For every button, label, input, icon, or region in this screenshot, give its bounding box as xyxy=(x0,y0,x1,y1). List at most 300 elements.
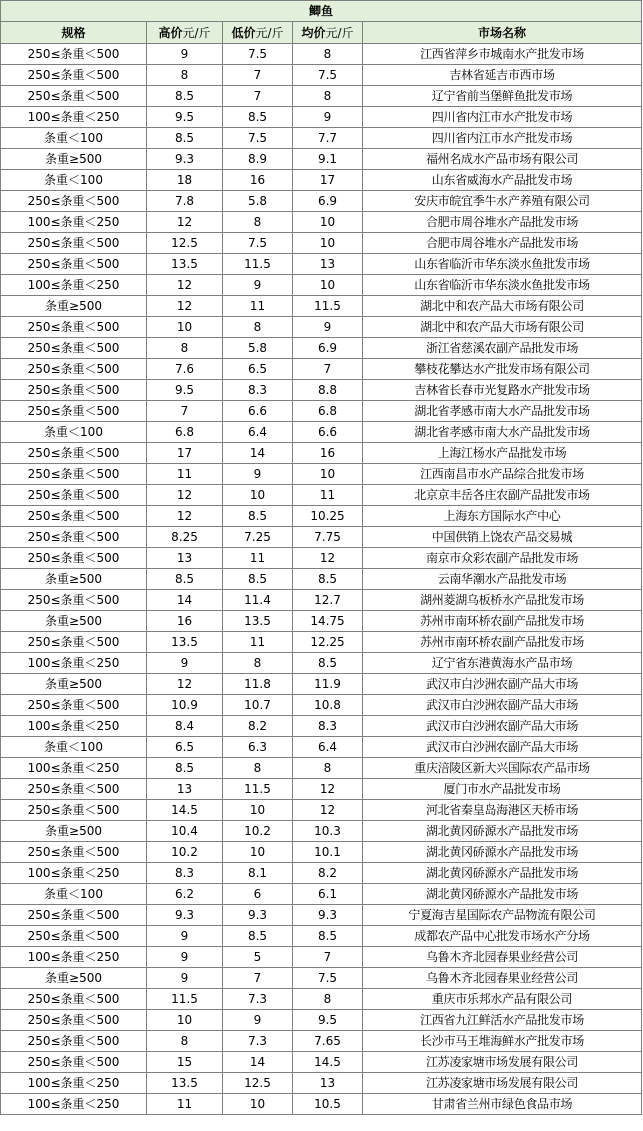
table-row xyxy=(1,905,642,926)
header-low-unit: 元/斤 xyxy=(255,25,284,40)
low-price-cell: 7.5 xyxy=(223,233,293,254)
market-cell: 吉林省长春市光复路水产批发市场 xyxy=(363,380,642,401)
spec-cell: 100≤条重＜250 xyxy=(1,716,147,737)
header-low-label: 低价 xyxy=(231,25,256,40)
table-row xyxy=(1,1052,642,1073)
header-high xyxy=(147,22,223,44)
spec-cell: 250≤条重＜500 xyxy=(1,527,147,548)
low-price-cell: 11.5 xyxy=(223,254,293,275)
spec-cell: 250≤条重＜500 xyxy=(1,359,147,380)
high-price-cell: 9.5 xyxy=(147,380,223,401)
market-cell: 中国供销上饶农产品交易城 xyxy=(363,527,642,548)
low-price-cell: 11 xyxy=(223,548,293,569)
spec-cell: 250≤条重＜500 xyxy=(1,338,147,359)
market-cell: 武汉市白沙洲农副产品大市场 xyxy=(363,716,642,737)
low-price-cell: 10 xyxy=(223,842,293,863)
spec-cell: 条重≥500 xyxy=(1,674,147,695)
spec-cell: 条重≥500 xyxy=(1,569,147,590)
avg-price-cell: 11.5 xyxy=(293,296,363,317)
avg-price-cell: 10 xyxy=(293,233,363,254)
avg-price-cell: 10 xyxy=(293,464,363,485)
market-cell: 重庆市乐邦水产品有限公司 xyxy=(363,989,642,1010)
market-cell: 江苏凌家塘市场发展有限公司 xyxy=(363,1073,642,1094)
high-price-cell: 13.5 xyxy=(147,632,223,653)
avg-price-cell: 8.5 xyxy=(293,926,363,947)
avg-price-cell: 8.5 xyxy=(293,653,363,674)
spec-cell: 条重≥500 xyxy=(1,611,147,632)
low-price-cell: 5.8 xyxy=(223,338,293,359)
high-price-cell: 12 xyxy=(147,212,223,233)
header-spec: 规格 xyxy=(1,22,147,44)
market-cell: 合肥市周谷堆水产品批发市场 xyxy=(363,212,642,233)
table-row xyxy=(1,233,642,254)
low-price-cell: 11.4 xyxy=(223,590,293,611)
high-price-cell: 11.5 xyxy=(147,989,223,1010)
table-row xyxy=(1,527,642,548)
market-cell: 江西南昌市水产品综合批发市场 xyxy=(363,464,642,485)
market-cell: 成都农产品中心批发市场水产分场 xyxy=(363,926,642,947)
spec-cell: 条重≥500 xyxy=(1,821,147,842)
high-price-cell: 13.5 xyxy=(147,1073,223,1094)
high-price-cell: 12 xyxy=(147,296,223,317)
spec-cell: 100≤条重＜250 xyxy=(1,863,147,884)
spec-cell: 250≤条重＜500 xyxy=(1,926,147,947)
spec-cell: 100≤条重＜250 xyxy=(1,947,147,968)
market-cell: 山东省临沂市华东淡水鱼批发市场 xyxy=(363,254,642,275)
spec-cell: 250≤条重＜500 xyxy=(1,44,147,65)
high-price-cell: 10 xyxy=(147,317,223,338)
table-row xyxy=(1,758,642,779)
avg-price-cell: 14.5 xyxy=(293,1052,363,1073)
avg-price-cell: 12 xyxy=(293,800,363,821)
low-price-cell: 12.5 xyxy=(223,1073,293,1094)
market-cell: 吉林省延吉市西市场 xyxy=(363,65,642,86)
table-row xyxy=(1,674,642,695)
low-price-cell: 10.2 xyxy=(223,821,293,842)
avg-price-cell: 8.8 xyxy=(293,380,363,401)
high-price-cell: 13 xyxy=(147,548,223,569)
low-price-cell: 9 xyxy=(223,275,293,296)
table-row xyxy=(1,317,642,338)
table-row xyxy=(1,170,642,191)
spec-cell: 250≤条重＜500 xyxy=(1,905,147,926)
high-price-cell: 7.8 xyxy=(147,191,223,212)
high-price-cell: 12 xyxy=(147,275,223,296)
spec-cell: 250≤条重＜500 xyxy=(1,443,147,464)
avg-price-cell: 6.6 xyxy=(293,422,363,443)
market-cell: 浙江省慈溪农副产品批发市场 xyxy=(363,338,642,359)
low-price-cell: 6 xyxy=(223,884,293,905)
market-cell: 湖北中和农产品大市场有限公司 xyxy=(363,317,642,338)
table-row xyxy=(1,485,642,506)
market-cell: 四川省内江市水产批发市场 xyxy=(363,128,642,149)
high-price-cell: 9 xyxy=(147,44,223,65)
market-cell: 安庆市皖宜季牛水产养殖有限公司 xyxy=(363,191,642,212)
spec-cell: 250≤条重＜500 xyxy=(1,1010,147,1031)
table-row xyxy=(1,191,642,212)
spec-cell: 100≤条重＜250 xyxy=(1,212,147,233)
spec-cell: 250≤条重＜500 xyxy=(1,506,147,527)
market-cell: 宁夏海吉星国际农产品物流有限公司 xyxy=(363,905,642,926)
market-cell: 南京市众彩农副产品批发市场 xyxy=(363,548,642,569)
low-price-cell: 14 xyxy=(223,443,293,464)
avg-price-cell: 8 xyxy=(293,758,363,779)
table-row xyxy=(1,422,642,443)
market-cell: 湖北黄冈硚源水产品批发市场 xyxy=(363,884,642,905)
table-row xyxy=(1,611,642,632)
low-price-cell: 11.8 xyxy=(223,674,293,695)
low-price-cell: 14 xyxy=(223,1052,293,1073)
high-price-cell: 10.2 xyxy=(147,842,223,863)
avg-price-cell: 10.1 xyxy=(293,842,363,863)
low-price-cell: 7.5 xyxy=(223,128,293,149)
high-price-cell: 7.6 xyxy=(147,359,223,380)
avg-price-cell: 8 xyxy=(293,989,363,1010)
high-price-cell: 10.4 xyxy=(147,821,223,842)
market-cell: 四川省内江市水产批发市场 xyxy=(363,107,642,128)
spec-cell: 250≤条重＜500 xyxy=(1,695,147,716)
market-cell: 湖州菱湖乌板桥水产品批发市场 xyxy=(363,590,642,611)
spec-cell: 250≤条重＜500 xyxy=(1,1052,147,1073)
table-row xyxy=(1,590,642,611)
high-price-cell: 9.3 xyxy=(147,149,223,170)
market-cell: 山东省临沂市华东淡水鱼批发市场 xyxy=(363,275,642,296)
high-price-cell: 14 xyxy=(147,590,223,611)
market-cell: 苏州市南环桥农副产品批发市场 xyxy=(363,632,642,653)
market-cell: 湖北黄冈硚源水产品批发市场 xyxy=(363,821,642,842)
table-row xyxy=(1,1073,642,1094)
table-row xyxy=(1,821,642,842)
spec-cell: 250≤条重＜500 xyxy=(1,800,147,821)
table-row xyxy=(1,989,642,1010)
table-body xyxy=(1,44,642,1115)
spec-cell: 250≤条重＜500 xyxy=(1,254,147,275)
table-row xyxy=(1,149,642,170)
avg-price-cell: 11.9 xyxy=(293,674,363,695)
low-price-cell: 8.5 xyxy=(223,926,293,947)
market-cell: 山东省威海水产品批发市场 xyxy=(363,170,642,191)
low-price-cell: 7.5 xyxy=(223,44,293,65)
low-price-cell: 10.7 xyxy=(223,695,293,716)
avg-price-cell: 12.7 xyxy=(293,590,363,611)
header-row xyxy=(1,22,642,44)
avg-price-cell: 7.7 xyxy=(293,128,363,149)
spec-cell: 条重≥500 xyxy=(1,149,147,170)
table-row xyxy=(1,884,642,905)
avg-price-cell: 11 xyxy=(293,485,363,506)
avg-price-cell: 8.5 xyxy=(293,569,363,590)
high-price-cell: 8.5 xyxy=(147,758,223,779)
low-price-cell: 11 xyxy=(223,632,293,653)
low-price-cell: 8 xyxy=(223,212,293,233)
header-high-unit: 元/斤 xyxy=(182,25,211,40)
table-row xyxy=(1,401,642,422)
high-price-cell: 16 xyxy=(147,611,223,632)
spec-cell: 100≤条重＜250 xyxy=(1,275,147,296)
market-cell: 湖北省孝感市南大水产品批发市场 xyxy=(363,401,642,422)
table-row xyxy=(1,212,642,233)
market-cell: 湖北中和农产品大市场有限公司 xyxy=(363,296,642,317)
low-price-cell: 13.5 xyxy=(223,611,293,632)
header-low xyxy=(223,22,293,44)
table-row xyxy=(1,44,642,65)
high-price-cell: 9 xyxy=(147,968,223,989)
avg-price-cell: 8 xyxy=(293,44,363,65)
market-cell: 辽宁省东港黄海水产品市场 xyxy=(363,653,642,674)
low-price-cell: 5.8 xyxy=(223,191,293,212)
high-price-cell: 11 xyxy=(147,464,223,485)
table-row xyxy=(1,275,642,296)
avg-price-cell: 17 xyxy=(293,170,363,191)
low-price-cell: 11 xyxy=(223,296,293,317)
avg-price-cell: 12 xyxy=(293,779,363,800)
avg-price-cell: 9.3 xyxy=(293,905,363,926)
avg-price-cell: 9 xyxy=(293,107,363,128)
market-cell: 甘肃省兰州市绿色食品市场 xyxy=(363,1094,642,1115)
low-price-cell: 9 xyxy=(223,464,293,485)
low-price-cell: 7 xyxy=(223,86,293,107)
low-price-cell: 10 xyxy=(223,1094,293,1115)
high-price-cell: 10 xyxy=(147,1010,223,1031)
spec-cell: 250≤条重＜500 xyxy=(1,632,147,653)
high-price-cell: 8.5 xyxy=(147,128,223,149)
spec-cell: 250≤条重＜500 xyxy=(1,485,147,506)
spec-cell: 100≤条重＜250 xyxy=(1,107,147,128)
low-price-cell: 6.4 xyxy=(223,422,293,443)
avg-price-cell: 7 xyxy=(293,947,363,968)
low-price-cell: 5 xyxy=(223,947,293,968)
low-price-cell: 16 xyxy=(223,170,293,191)
high-price-cell: 12 xyxy=(147,674,223,695)
low-price-cell: 7 xyxy=(223,968,293,989)
low-price-cell: 8.5 xyxy=(223,506,293,527)
header-avg-label: 均价 xyxy=(301,25,326,40)
market-cell: 上海江杨水产品批发市场 xyxy=(363,443,642,464)
high-price-cell: 9 xyxy=(147,926,223,947)
low-price-cell: 8.1 xyxy=(223,863,293,884)
market-cell: 乌鲁木齐北园春果业经营公司 xyxy=(363,968,642,989)
spec-cell: 250≤条重＜500 xyxy=(1,590,147,611)
spec-cell: 250≤条重＜500 xyxy=(1,86,147,107)
table-row xyxy=(1,842,642,863)
table-row xyxy=(1,1010,642,1031)
table-row xyxy=(1,716,642,737)
high-price-cell: 13 xyxy=(147,779,223,800)
high-price-cell: 9 xyxy=(147,947,223,968)
avg-price-cell: 7.5 xyxy=(293,968,363,989)
market-cell: 江西省萍乡市城南水产批发市场 xyxy=(363,44,642,65)
market-cell: 合肥市周谷堆水产品批发市场 xyxy=(363,233,642,254)
avg-price-cell: 6.8 xyxy=(293,401,363,422)
table-row xyxy=(1,569,642,590)
high-price-cell: 13.5 xyxy=(147,254,223,275)
avg-price-cell: 12.25 xyxy=(293,632,363,653)
header-avg xyxy=(293,22,363,44)
low-price-cell: 8 xyxy=(223,758,293,779)
avg-price-cell: 9.1 xyxy=(293,149,363,170)
high-price-cell: 12.5 xyxy=(147,233,223,254)
spec-cell: 250≤条重＜500 xyxy=(1,989,147,1010)
low-price-cell: 7 xyxy=(223,65,293,86)
high-price-cell: 9.5 xyxy=(147,107,223,128)
header-market: 市场名称 xyxy=(363,22,642,44)
spec-cell: 250≤条重＜500 xyxy=(1,401,147,422)
low-price-cell: 10 xyxy=(223,800,293,821)
spec-cell: 条重≥500 xyxy=(1,968,147,989)
market-cell: 武汉市白沙洲农副产品大市场 xyxy=(363,737,642,758)
high-price-cell: 9 xyxy=(147,653,223,674)
low-price-cell: 8 xyxy=(223,317,293,338)
spec-cell: 250≤条重＜500 xyxy=(1,317,147,338)
table-row xyxy=(1,359,642,380)
market-cell: 攀枝花攀达水产批发市场有限公司 xyxy=(363,359,642,380)
market-cell: 湖北黄冈硚源水产品批发市场 xyxy=(363,863,642,884)
avg-price-cell: 9 xyxy=(293,317,363,338)
table-row xyxy=(1,1094,642,1115)
table-row xyxy=(1,380,642,401)
low-price-cell: 8.5 xyxy=(223,569,293,590)
avg-price-cell: 6.9 xyxy=(293,338,363,359)
table-row xyxy=(1,737,642,758)
market-cell: 江西省九江鲜活水产品批发市场 xyxy=(363,1010,642,1031)
table-title: 鲫鱼 xyxy=(1,1,642,22)
header-high-label: 高价 xyxy=(158,25,183,40)
high-price-cell: 8 xyxy=(147,338,223,359)
high-price-cell: 9.3 xyxy=(147,905,223,926)
market-cell: 福州名成水产品市场有限公司 xyxy=(363,149,642,170)
table-row xyxy=(1,926,642,947)
high-price-cell: 8.5 xyxy=(147,569,223,590)
spec-cell: 250≤条重＜500 xyxy=(1,548,147,569)
avg-price-cell: 8.3 xyxy=(293,716,363,737)
spec-cell: 条重≥500 xyxy=(1,296,147,317)
avg-price-cell: 7.65 xyxy=(293,1031,363,1052)
high-price-cell: 15 xyxy=(147,1052,223,1073)
low-price-cell: 11.5 xyxy=(223,779,293,800)
avg-price-cell: 6.1 xyxy=(293,884,363,905)
avg-price-cell: 7.5 xyxy=(293,65,363,86)
table-row xyxy=(1,800,642,821)
avg-price-cell: 10.5 xyxy=(293,1094,363,1115)
market-cell: 江苏凌家塘市场发展有限公司 xyxy=(363,1052,642,1073)
avg-price-cell: 7.75 xyxy=(293,527,363,548)
spec-cell: 条重＜100 xyxy=(1,737,147,758)
avg-price-cell: 8.2 xyxy=(293,863,363,884)
avg-price-cell: 7 xyxy=(293,359,363,380)
low-price-cell: 6.3 xyxy=(223,737,293,758)
spec-cell: 100≤条重＜250 xyxy=(1,1094,147,1115)
table-row xyxy=(1,464,642,485)
high-price-cell: 8.5 xyxy=(147,86,223,107)
spec-cell: 250≤条重＜500 xyxy=(1,842,147,863)
high-price-cell: 6.2 xyxy=(147,884,223,905)
table-row xyxy=(1,296,642,317)
low-price-cell: 9.3 xyxy=(223,905,293,926)
table-row xyxy=(1,506,642,527)
table-row xyxy=(1,65,642,86)
table-row xyxy=(1,653,642,674)
avg-price-cell: 8 xyxy=(293,86,363,107)
market-cell: 湖北黄冈硚源水产品批发市场 xyxy=(363,842,642,863)
table-row xyxy=(1,443,642,464)
high-price-cell: 8.3 xyxy=(147,863,223,884)
market-cell: 湖北省孝感市南大水产品批发市场 xyxy=(363,422,642,443)
spec-cell: 250≤条重＜500 xyxy=(1,233,147,254)
spec-cell: 条重＜100 xyxy=(1,422,147,443)
market-cell: 武汉市白沙洲农副产品大市场 xyxy=(363,695,642,716)
avg-price-cell: 13 xyxy=(293,1073,363,1094)
spec-cell: 条重＜100 xyxy=(1,128,147,149)
market-cell: 上海东方国际水产中心 xyxy=(363,506,642,527)
market-cell: 苏州市南环桥农副产品批发市场 xyxy=(363,611,642,632)
table-row xyxy=(1,632,642,653)
market-cell: 乌鲁木齐北园春果业经营公司 xyxy=(363,947,642,968)
spec-cell: 条重＜100 xyxy=(1,884,147,905)
low-price-cell: 8.2 xyxy=(223,716,293,737)
low-price-cell: 8.5 xyxy=(223,107,293,128)
high-price-cell: 6.8 xyxy=(147,422,223,443)
title-row xyxy=(1,1,642,22)
low-price-cell: 10 xyxy=(223,485,293,506)
spec-cell: 250≤条重＜500 xyxy=(1,65,147,86)
high-price-cell: 18 xyxy=(147,170,223,191)
avg-price-cell: 16 xyxy=(293,443,363,464)
avg-price-cell: 10.3 xyxy=(293,821,363,842)
low-price-cell: 7.3 xyxy=(223,989,293,1010)
high-price-cell: 8 xyxy=(147,1031,223,1052)
high-price-cell: 10.9 xyxy=(147,695,223,716)
avg-price-cell: 6.9 xyxy=(293,191,363,212)
spec-cell: 条重＜100 xyxy=(1,170,147,191)
low-price-cell: 8.9 xyxy=(223,149,293,170)
table-row xyxy=(1,779,642,800)
avg-price-cell: 14.75 xyxy=(293,611,363,632)
table-row xyxy=(1,128,642,149)
market-cell: 武汉市白沙洲农副产品大市场 xyxy=(363,674,642,695)
high-price-cell: 7 xyxy=(147,401,223,422)
high-price-cell: 8.25 xyxy=(147,527,223,548)
avg-price-cell: 10 xyxy=(293,212,363,233)
avg-price-cell: 12 xyxy=(293,548,363,569)
market-cell: 北京京丰岳各庄农副产品批发市场 xyxy=(363,485,642,506)
spec-cell: 250≤条重＜500 xyxy=(1,779,147,800)
table-row xyxy=(1,254,642,275)
high-price-cell: 11 xyxy=(147,1094,223,1115)
spec-cell: 250≤条重＜500 xyxy=(1,380,147,401)
high-price-cell: 6.5 xyxy=(147,737,223,758)
low-price-cell: 9 xyxy=(223,1010,293,1031)
table-row xyxy=(1,695,642,716)
low-price-cell: 6.6 xyxy=(223,401,293,422)
market-cell: 河北省秦皇岛海港区天桥市场 xyxy=(363,800,642,821)
avg-price-cell: 10.25 xyxy=(293,506,363,527)
spec-cell: 250≤条重＜500 xyxy=(1,191,147,212)
market-cell: 长沙市马王堆海鲜水产批发市场 xyxy=(363,1031,642,1052)
table-row xyxy=(1,338,642,359)
market-cell: 厦门市水产品批发市场 xyxy=(363,779,642,800)
high-price-cell: 17 xyxy=(147,443,223,464)
low-price-cell: 7.3 xyxy=(223,1031,293,1052)
spec-cell: 250≤条重＜500 xyxy=(1,464,147,485)
avg-price-cell: 6.4 xyxy=(293,737,363,758)
spec-cell: 250≤条重＜500 xyxy=(1,1031,147,1052)
avg-price-cell: 13 xyxy=(293,254,363,275)
table-row xyxy=(1,548,642,569)
table-row xyxy=(1,107,642,128)
low-price-cell: 8 xyxy=(223,653,293,674)
spec-cell: 100≤条重＜250 xyxy=(1,653,147,674)
avg-price-cell: 10.8 xyxy=(293,695,363,716)
